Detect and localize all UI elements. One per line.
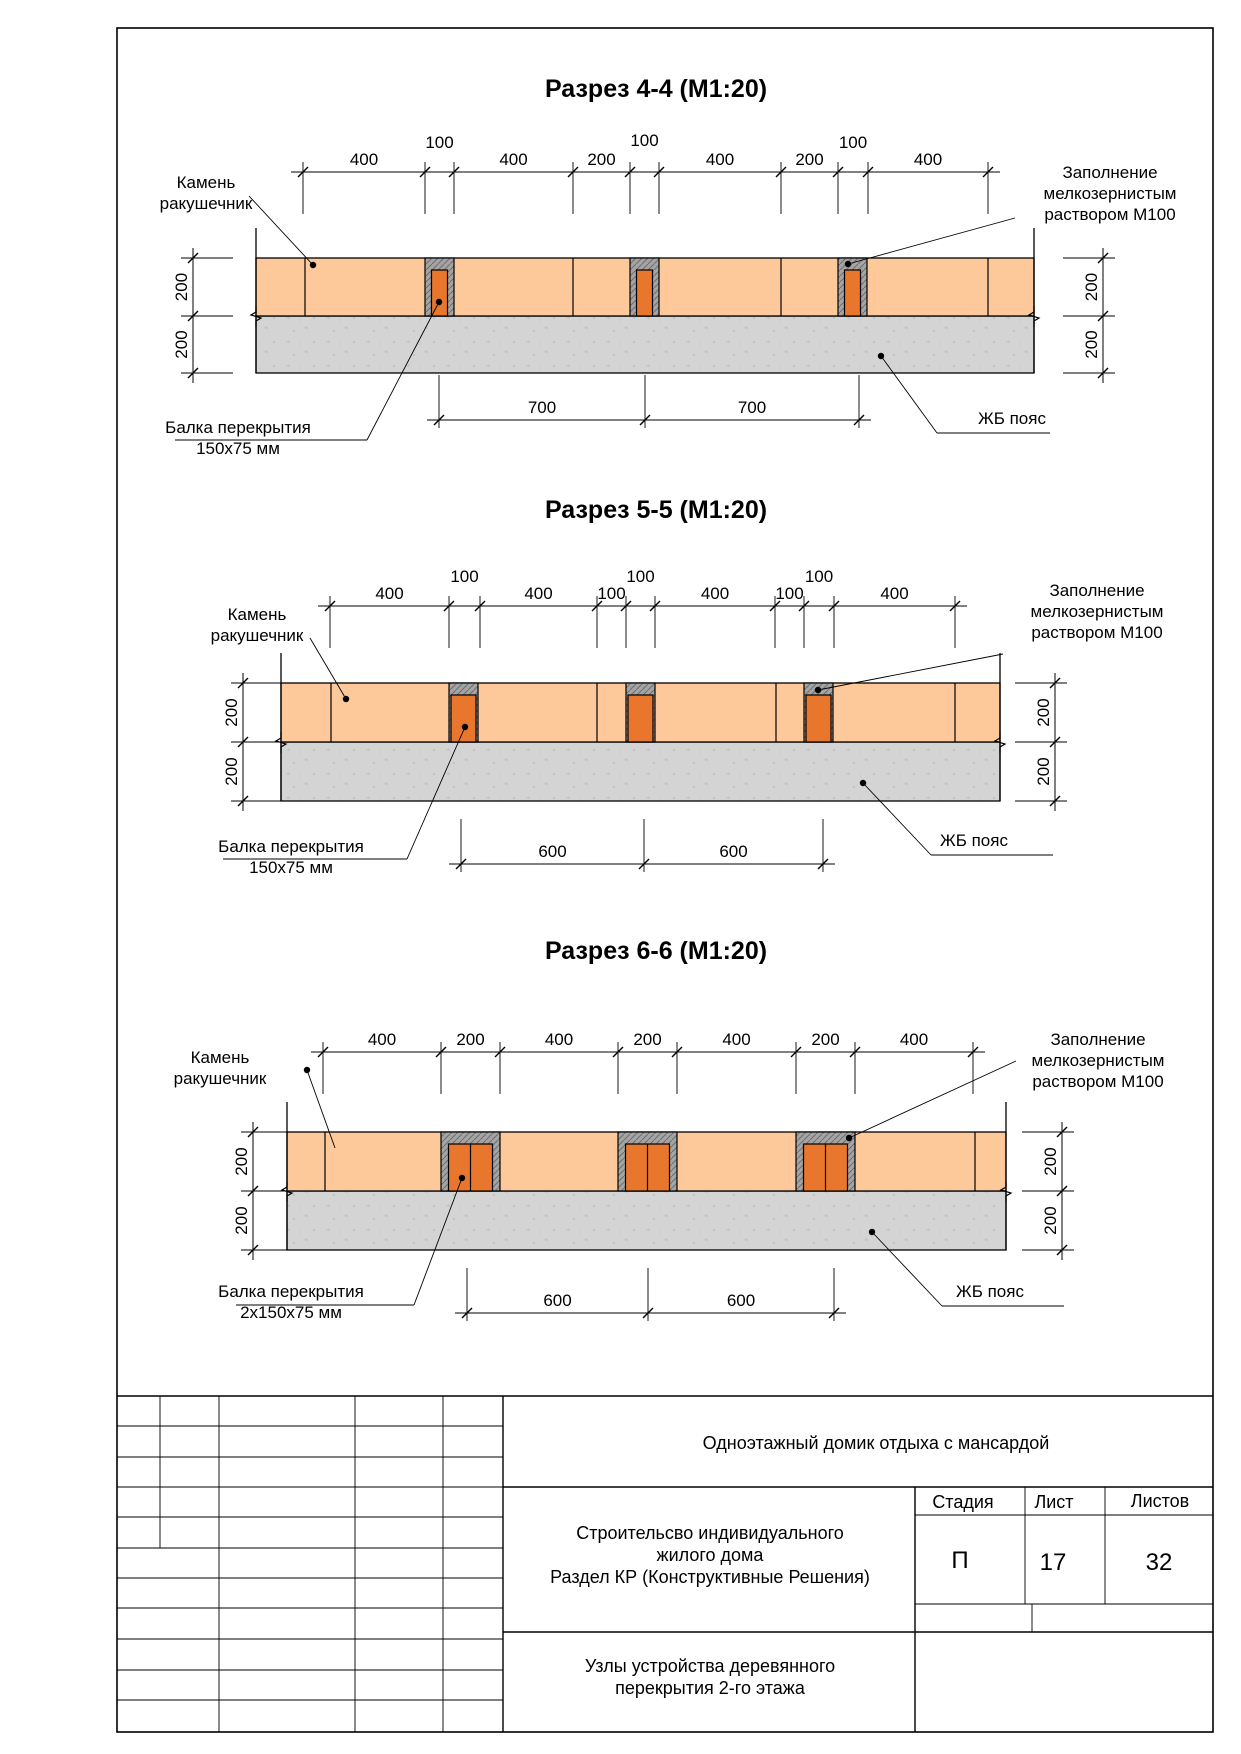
section-title: Разрез 5-5 (М1:20) <box>544 496 768 524</box>
height-dimension-label: 200 <box>172 272 191 302</box>
dimension-label: 400 <box>544 1030 574 1049</box>
dimension-label: 400 <box>524 584 553 603</box>
mortar-label: мелкозернистым <box>1031 1051 1165 1070</box>
drawing-name: Узлы устройства деревянного <box>584 1656 836 1676</box>
stone-label: Камень <box>190 1048 250 1067</box>
section-title: Разрез 6-6 (М1:20) <box>544 937 768 965</box>
dimension-label: 600 <box>543 1291 572 1310</box>
drawing-name: перекрытия 2-го этажа <box>615 1678 805 1698</box>
height-dimension-label: 200 <box>172 330 191 359</box>
beam-label: 2х150х75 мм <box>240 1303 342 1322</box>
leader-dot <box>343 696 349 702</box>
floor-beam <box>451 695 476 742</box>
sheets-value: 32 <box>1145 1549 1173 1576</box>
leader-dot <box>846 1135 852 1141</box>
belt-label: ЖБ пояс <box>956 1282 1024 1301</box>
dimension-label: 400 <box>375 584 404 603</box>
leader-dot <box>304 1067 310 1073</box>
stone-label: Камень <box>176 173 236 192</box>
mortar-label: Заполнение <box>1062 163 1158 182</box>
height-dimension-label: 200 <box>1082 272 1101 302</box>
dimension-label: 100 <box>450 567 479 586</box>
height-dimension-label: 200 <box>1034 757 1053 786</box>
stage-value: П <box>951 1547 969 1574</box>
project-description: Строительсво индивидуального <box>576 1523 844 1543</box>
section-4 <box>160 75 1177 458</box>
stone-label: ракушечник <box>159 194 253 213</box>
leader-dot <box>860 780 866 786</box>
mortar-label: раствором М100 <box>1044 205 1176 224</box>
floor-beam <box>432 270 448 316</box>
beam-label: Балка перекрытия <box>218 1282 364 1301</box>
floor-beam <box>845 270 861 316</box>
beam-label: 150х75 мм <box>249 858 333 877</box>
dimension-label: 200 <box>587 150 616 169</box>
leader-line <box>849 1061 1016 1138</box>
mortar-label: Заполнение <box>1050 1030 1146 1049</box>
height-dimension-label: 200 <box>1082 330 1101 359</box>
height-dimension-label: 200 <box>222 698 241 727</box>
floor-beam <box>628 695 653 742</box>
dimension-label: 700 <box>737 398 767 417</box>
dimension-label: 100 <box>425 133 454 152</box>
section-6 <box>174 937 1165 1322</box>
dimension-label: 600 <box>538 842 567 861</box>
dimension-label: 100 <box>630 131 659 150</box>
leader-dot <box>878 353 884 359</box>
stage-header: Стадия <box>932 1492 994 1512</box>
beam-label: Балка перекрытия <box>165 418 311 437</box>
sheet-value: 17 <box>1039 1549 1067 1576</box>
section-5 <box>211 496 1164 877</box>
dimension-label: 400 <box>700 584 730 603</box>
dimension-label: 400 <box>367 1030 397 1049</box>
stone-label: ракушечник <box>173 1069 267 1088</box>
leader-dot <box>436 299 442 305</box>
leader-dot <box>462 724 468 730</box>
height-dimension-label: 200 <box>232 1147 251 1176</box>
height-dimension-label: 200 <box>1034 698 1053 727</box>
project-description: Раздел КР (Конструктивные Решения) <box>550 1567 870 1587</box>
mortar-label: мелкозернистым <box>1043 184 1177 203</box>
leader-line <box>848 218 1015 264</box>
dimension-label: 700 <box>527 398 557 417</box>
dimension-label: 400 <box>899 1030 929 1049</box>
mortar-label: Заполнение <box>1049 581 1145 600</box>
dimension-label: 200 <box>456 1030 485 1049</box>
dimension-label: 400 <box>499 150 528 169</box>
dimension-label: 200 <box>811 1030 840 1049</box>
dimension-label: 200 <box>795 150 824 169</box>
dimension-label: 100 <box>626 567 655 586</box>
concrete-belt <box>287 1191 1006 1250</box>
dimension-label: 100 <box>838 133 868 152</box>
leader-dot <box>310 262 316 268</box>
stone-label: Камень <box>227 605 287 624</box>
sections-layer <box>160 75 1177 1322</box>
floor-beam <box>637 270 653 316</box>
dimension-label: 400 <box>880 584 909 603</box>
concrete-belt <box>281 742 1000 801</box>
belt-label: ЖБ пояс <box>978 409 1046 428</box>
concrete-belt <box>256 316 1034 373</box>
sheet-header: Лист <box>1034 1492 1074 1512</box>
dimension-label: 600 <box>719 842 748 861</box>
height-dimension-label: 200 <box>1041 1206 1060 1235</box>
leader-dot <box>869 1229 875 1235</box>
title-block <box>117 1396 1213 1732</box>
dimension-label: 400 <box>349 150 379 169</box>
height-dimension-label: 200 <box>222 757 241 786</box>
dimension-label: 200 <box>633 1030 662 1049</box>
leader-dot <box>459 1175 465 1181</box>
height-dimension-label: 200 <box>232 1206 251 1235</box>
project-description: жилого дома <box>656 1545 764 1565</box>
belt-label: ЖБ пояс <box>940 831 1008 850</box>
beam-label: 150х75 мм <box>196 439 280 458</box>
dimension-label: 600 <box>726 1291 756 1310</box>
section-title: Разрез 4-4 (М1:20) <box>544 75 768 103</box>
dimension-label: 100 <box>804 567 834 586</box>
dimension-label: 100 <box>597 584 626 603</box>
height-dimension-label: 200 <box>1041 1147 1060 1176</box>
dimension-label: 100 <box>775 584 804 603</box>
mortar-label: раствором М100 <box>1031 623 1163 642</box>
leader-dot <box>815 687 821 693</box>
mortar-label: раствором М100 <box>1032 1072 1164 1091</box>
sheets-header: Листов <box>1130 1491 1190 1511</box>
mortar-label: мелкозернистым <box>1030 602 1164 621</box>
dimension-label: 400 <box>705 150 735 169</box>
beam-label: Балка перекрытия <box>218 837 364 856</box>
project-name: Одноэтажный домик отдыха с мансардой <box>702 1433 1050 1453</box>
stone-label: ракушечник <box>210 626 304 645</box>
floor-beam <box>806 695 831 742</box>
dimension-label: 400 <box>913 150 943 169</box>
dimension-label: 400 <box>722 1030 751 1049</box>
leader-dot <box>845 261 851 267</box>
